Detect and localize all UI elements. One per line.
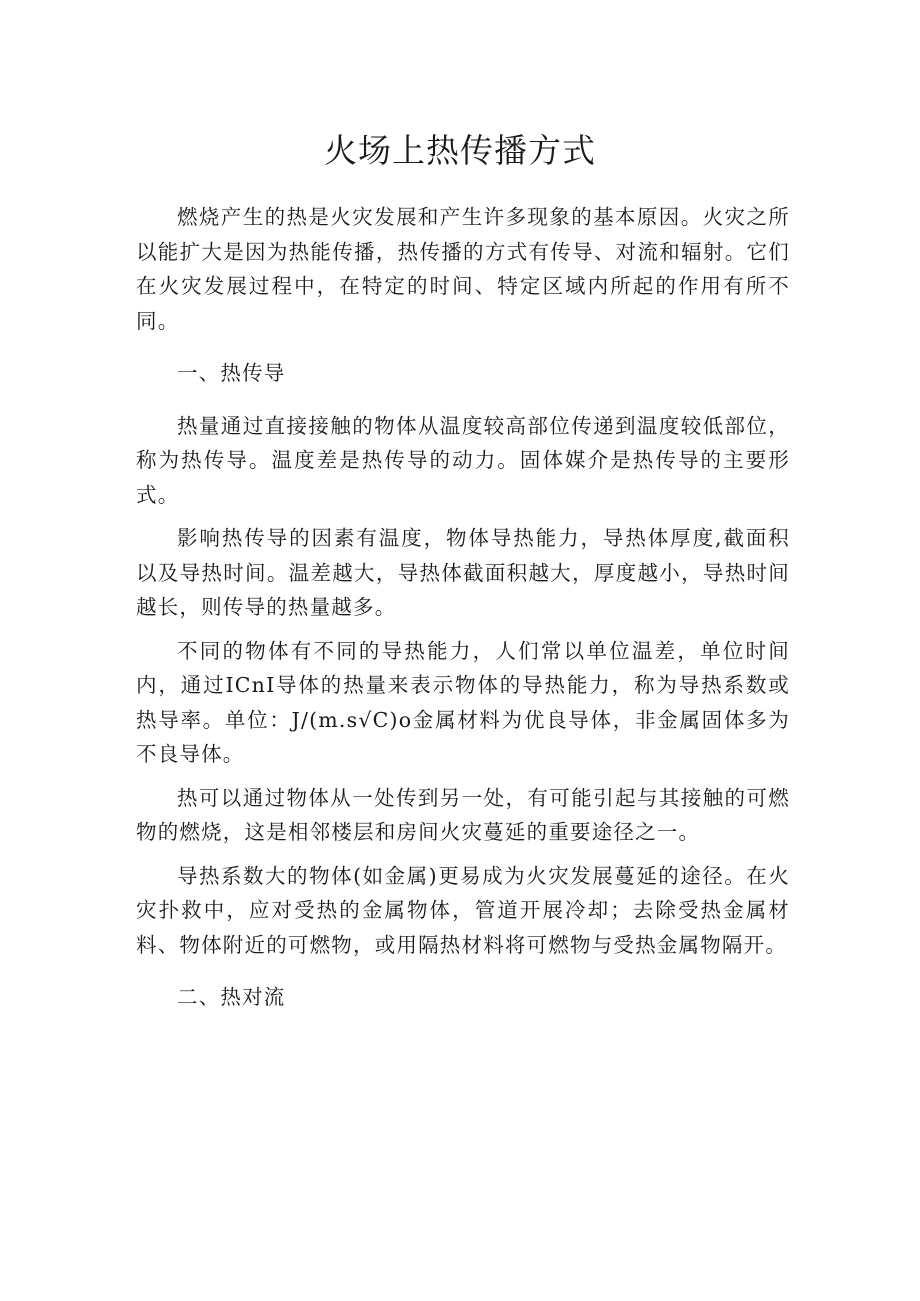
intro-paragraph: 燃烧产生的热是火灾发展和产生许多现象的基本原因。火灾之所以能扩大是因为热能传播，热传播的方式有传导、对流和辐射。它们在火灾发展过程中，在特定的时间、特定区域内所起的作用有所不同。 <box>136 205 790 333</box>
fire-spread-paragraph: 热可以通过物体从一处传到另一处，有可能引起与其接触的可燃物的燃烧，这是相邻楼层和房间火灾蔓延的重要途径之一。 <box>136 785 790 844</box>
document-body <box>136 200 790 1033</box>
firefighting-paragraph: 导热系数大的物体(如金属)更易成为火灾发展蔓延的途径。在火灾扑救中，应对受热的金属物体，管道开展冷却；去除受热金属材料、物体附近的可燃物，或用隔热材料将可燃物与受热金属物隔开。 <box>136 863 790 957</box>
section-heading-convection: 二、热对流 <box>177 985 286 1009</box>
section-heading-conduction: 一、热传导 <box>177 361 286 385</box>
document-title: 火场上热传播方式 <box>324 131 596 170</box>
thermal-conductivity-paragraph: 不同的物体有不同的导热能力，人们常以单位温差，单位时间内，通过ICnI导体的热量来表示物体的导热能力，称为导热系数或热导率。单位：J/(m.s√C)o金属材料为优良导体，非金属固体多为不良导体。 <box>136 638 790 766</box>
conduction-definition-paragraph: 热量通过直接接触的物体从温度较高部位传递到温度较低部位，称为热传导。温度差是热传导的动力。固体媒介是热传导的主要形式。 <box>136 413 790 507</box>
conduction-factors-paragraph: 影响热传导的因素有温度，物体导热能力，导热体厚度,截面积以及导热时间。温差越大，导热体截面积越大，厚度越小，导热时间越长，则传导的热量越多。 <box>136 526 790 619</box>
